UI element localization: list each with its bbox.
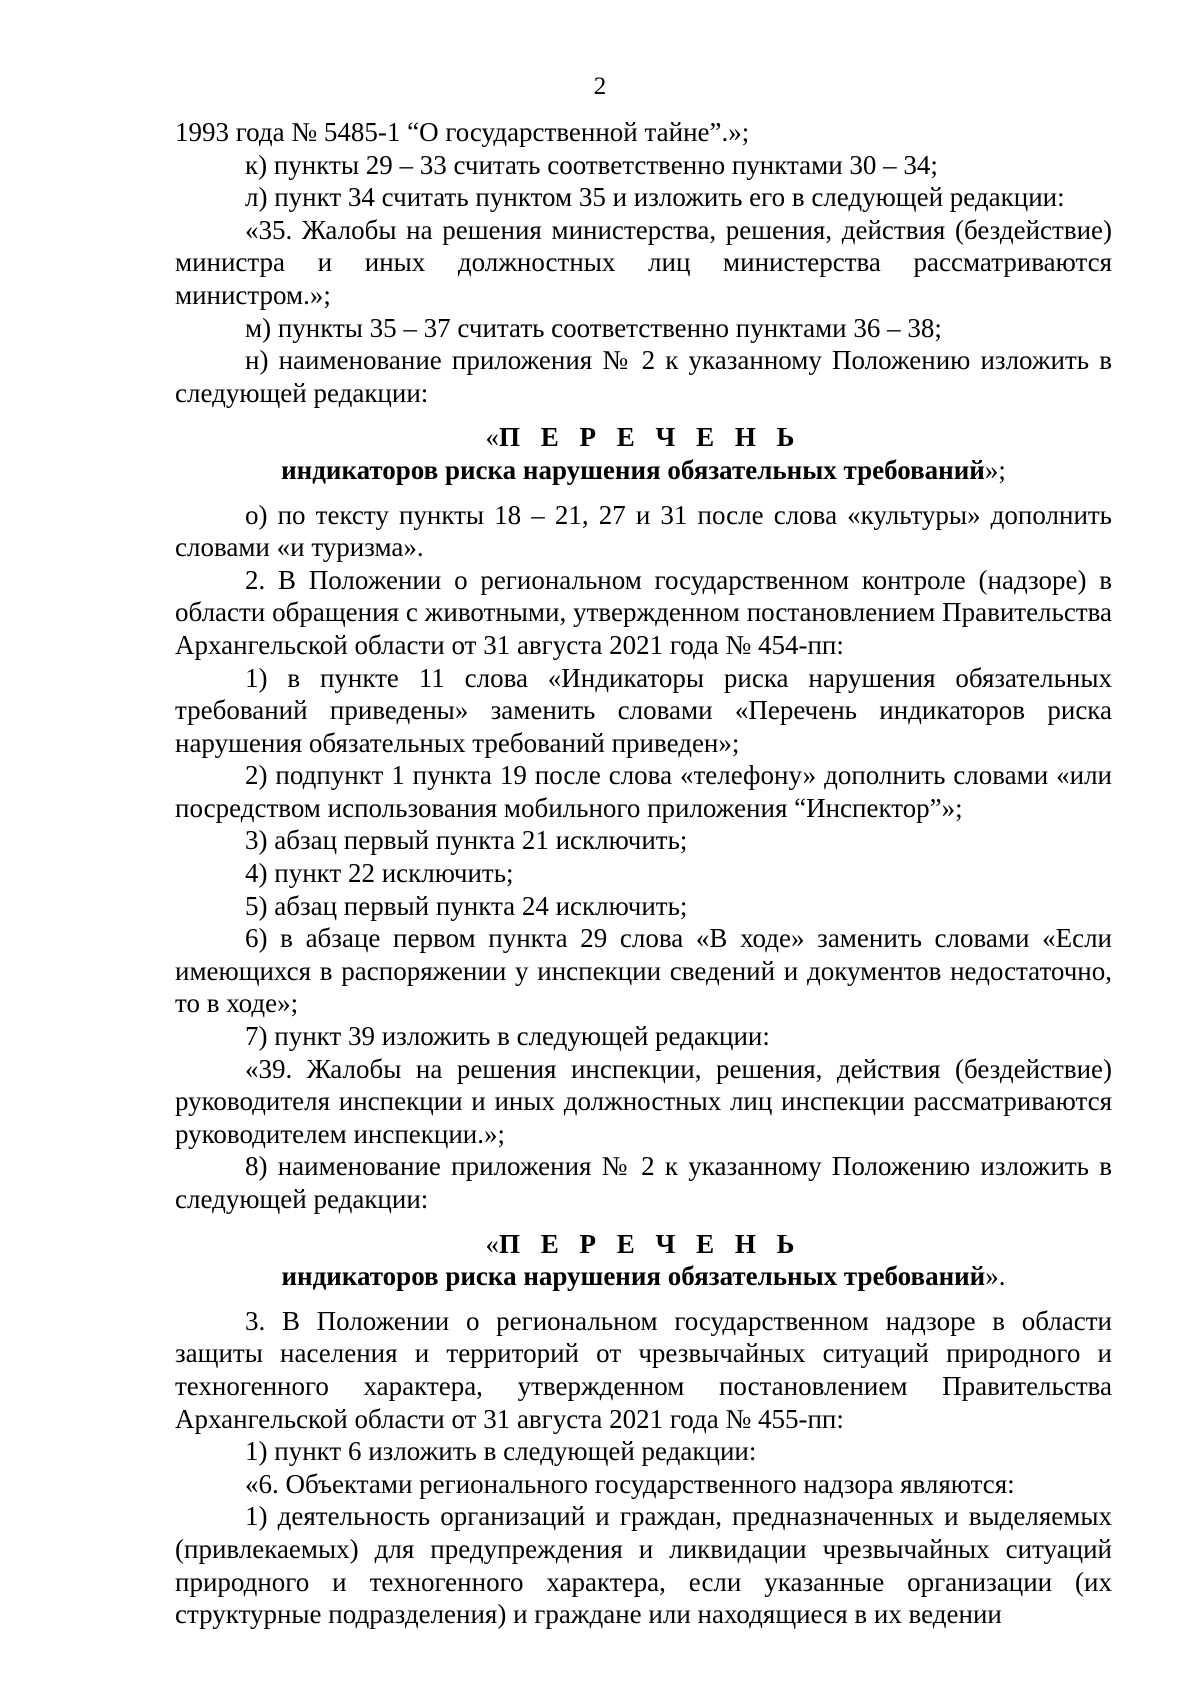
paragraph-quote-35: «35. Жалобы на решения министерства, решения, действия (бездействие) министра и иных должностных лиц министерства рассматриваются министром.»; [175, 214, 1112, 310]
paragraph-subitem-1: 1) деятельность организаций и граждан, предназначенных и выделяемых (привлекаемых) для предупреждения и ликвидации чрезвычайных ситуаций природного и техногенного характера, если указанные организации (их структурные подразделения) и граждане или находящиеся в их ведении [175, 1501, 1112, 1630]
heading-close-quote: ». [985, 1261, 1006, 1292]
heading-open-quote: « [485, 422, 500, 453]
paragraph-item-5: 5) абзац первый пункта 24 исключить; [245, 890, 688, 921]
heading-title: П Е Р Е Ч Е Н Ь [499, 1228, 802, 1259]
paragraph-item-l: л) пункт 34 считать пунктом 35 и изложить его в следующей редакции: [245, 182, 1065, 213]
page-number: 2 [593, 73, 607, 100]
paragraph-item-3: 3) абзац первый пункта 21 исключить; [245, 825, 688, 856]
paragraph-item-1-sec3: 1) пункт 6 изложить в следующей редакции: [245, 1436, 757, 1467]
paragraph-item-6: 6) в абзаце первом пункта 29 слова «В ходе» заменить словами «Если имеющихся в распоряжении у инспекции сведений и документов недостаточно, то в ходе»; [175, 923, 1112, 1019]
paragraph-item-n: н) наименование приложения № 2 к указанному Положению изложить в следующей редакции: [175, 345, 1112, 408]
paragraph-item-o: о) по тексту пункты 18 – 21, 27 и 31 после слова «культуры» дополнить словами «и туризма». [175, 499, 1112, 563]
heading-perechen-2 [175, 1228, 1112, 1293]
paragraph-continuation: 1993 года № 5485-1 “О государственной тайне”.»; [175, 117, 750, 147]
paragraph-section-3: 3. В Положении о региональном государственном надзоре в области защиты населения и территорий от чрезвычайных ситуаций природного и техногенного характера, утвержденном постановлением Правительства Архангельской области от 31 августа 2021 года № 455-пп: [175, 1305, 1112, 1434]
paragraph-quote-6: «6. Объектами регионального государственного надзора являются: [245, 1468, 1015, 1499]
paragraph-section-2: 2. В Положении о региональном государственном контроле (надзоре) в области обращения с животными, утвержденном постановлением Правительства Архангельской области от 31 августа 2021 года № 454-пп: [175, 564, 1112, 660]
heading-title: П Е Р Е Ч Е Н Ь [499, 422, 802, 453]
heading-subtitle: индикаторов риска нарушения обязательных требований [281, 454, 985, 485]
paragraph-item-1: 1) в пункте 11 слова «Индикаторы риска нарушения обязательных требований приведены» заменить словами «Перечень индикаторов риска нарушения обязательных требований приведен»; [175, 662, 1112, 758]
paragraph-item-m: м) пункты 35 – 37 считать соответственно пунктами 36 – 38; [245, 312, 942, 343]
heading-perechen-1 [175, 421, 1112, 486]
paragraph-item-8: 8) наименование приложения № 2 к указанному Положению изложить в следующей редакции: [175, 1151, 1112, 1214]
heading-subtitle: индикаторов риска нарушения обязательных требований [281, 1261, 986, 1292]
document-body [175, 116, 1112, 1631]
paragraph-item-2: 2) подпункт 1 пункта 19 после слова «телефону» дополнить словами «или посредством использования мобильного приложения “Инспектор”»; [175, 760, 1112, 823]
paragraph-item-4: 4) пункт 22 исключить; [245, 858, 514, 889]
paragraph-item-7: 7) пункт 39 изложить в следующей редакции: [245, 1021, 770, 1052]
heading-close-quote: »; [984, 454, 1006, 485]
paragraph-quote-39: «39. Жалобы на решения инспекции, решения, действия (бездействие) руководителя инспекции и иных должностных лиц инспекции рассматриваются руководителем инспекции.»; [175, 1053, 1112, 1149]
paragraph-item-k: к) пункты 29 – 33 считать соответственно пунктами 30 – 34; [245, 149, 938, 180]
heading-open-quote: « [485, 1228, 500, 1259]
